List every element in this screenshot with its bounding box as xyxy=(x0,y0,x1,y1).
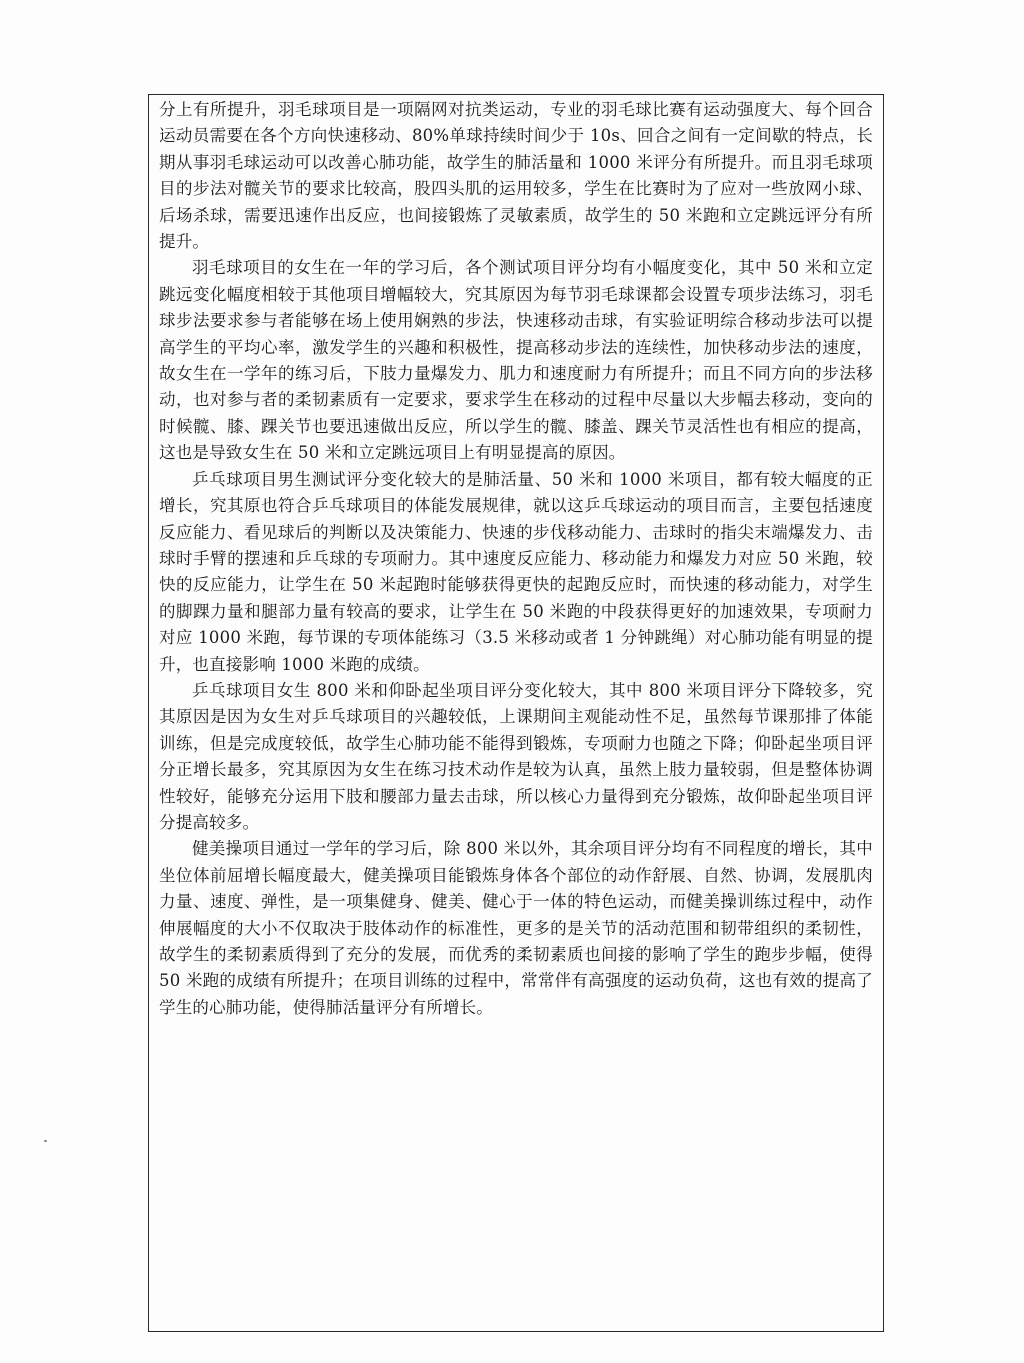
text-body xyxy=(159,97,873,1021)
paragraph-table-tennis-female: 乒乓球项目女生 800 米和仰卧起坐项目评分变化较大，其中 800 米项目评分下降较多，究其原因是因为女生对乒乓球项目的兴趣较低，上课期间主观能动性不足，虽然每节课那排了体能训练，但是完成度较低，故学生心肺功能不能得到锻炼，专项耐力也随之下降；仰卧起坐项目评分正增长最多，究其原因为女生在练习技术动作是较为认真，虽然上肢力量较弱，但是整体协调性较好，能够充分运用下肢和腰部力量去击球，所以核心力量得到充分锻炼，故仰卧起坐项目评分提高较多。 xyxy=(159,680,873,832)
scan-speck xyxy=(44,1140,47,1142)
paragraph-badminton-male: 分上有所提升，羽毛球项目是一项隔网对抗类运动，专业的羽毛球比赛有运动强度大、每个回合运动员需要在各个方向快速移动、80%单球持续时间少于 10s、回合之间有一定间歇的特点，长期从事羽毛球运动可以改善心肺功能，故学生的肺活量和 1000 米评分有所提升。而且羽毛球项目的步法对髋关节的要求比较高，股四头肌的运用较多，学生在比赛时为了应对一些放网小球、后场杀球，需要迅速作出反应，也间接锻炼了灵敏素质，故学生的 50 米跑和立定跳远评分有所提升。 xyxy=(159,100,873,252)
text-box-border xyxy=(148,94,884,1332)
paragraph-table-tennis-male: 乒乓球项目男生测试评分变化较大的是肺活量、50 米和 1000 米项目，都有较大幅度的正增长，究其原也符合乒乓球项目的体能发展规律，就以这乒乓球运动的项目而言，主要包括速度反应能力、看见球后的判断以及决策能力、快速的步伐移动能力、击球时的指尖末端爆发力、击球时手臂的摆速和乒乓球的专项耐力。其中速度反应能力、移动能力和爆发力对应 50 米跑，较快的反应能力，让学生在 50 米起跑时能够获得更快的起跑反应时，而快速的移动能力，对学生的脚踝力量和腿部力量有较高的要求，让学生在 50 米跑的中段获得更好的加速效果，专项耐力对应 1000 米跑，每节课的专项体能练习（3.5 米移动或者 1 分钟跳绳）对心肺功能有明显的提升，也直接影响 1000 米跑的成绩。 xyxy=(159,469,873,674)
paragraph-aerobics: 健美操项目通过一学年的学习后，除 800 米以外，其余项目评分均有不同程度的增长，其中坐位体前屈增长幅度最大，健美操项目能锻炼身体各个部位的动作舒展、自然、协调，发展肌肉力量、速度、弹性，是一项集健身、健美、健心于一体的特色运动，而健美操训练过程中，动作伸展幅度的大小不仅取决于肢体动作的标准性，更多的是关节的活动范围和韧带组织的柔韧性，故学生的柔韧素质得到了充分的发展，而优秀的柔韧素质也间接的影响了学生的跑步步幅，使得 50 米跑的成绩有所提升；在项目训练的过程中，常常伴有高强度的运动负荷，这也有效的提高了学生的心肺功能，使得肺活量评分有所增长。 xyxy=(159,839,873,1017)
paragraph-badminton-female: 羽毛球项目的女生在一年的学习后，各个测试项目评分均有小幅度变化，其中 50 米和立定跳远变化幅度相较于其他项目增幅较大，究其原因为每节羽毛球课都会设置专项步法练习，羽毛球步法要求参与者能够在场上使用娴熟的步法，快速移动击球，有实验证明综合移动步法可以提高学生的平均心率，激发学生的兴趣和积极性，提高移动步法的连续性，加快移动步法的速度，故女生在一学年的练习后，下肢力量爆发力、肌力和速度耐力有所提升；而且不同方向的步法移动，也对参与者的柔韧素质有一定要求，要求学生在移动的过程中尽量以大步幅去移动，变向的时候髋、膝、踝关节也要迅速做出反应，所以学生的髋、膝盖、踝关节灵活性也有相应的提高，这也是导致女生在 50 米和立定跳远项目上有明显提高的原因。 xyxy=(159,258,873,463)
